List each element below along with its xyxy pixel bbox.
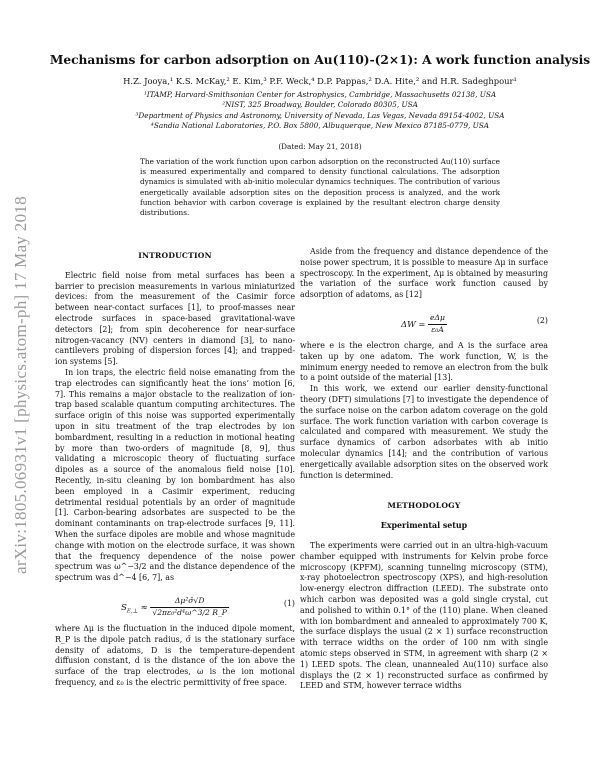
right-paragraph-1: Aside from the frequency and distance dependence of the noise power spectrum, it is possible to measure Δμ in surface spectroscopy. In the experiment, Δμ is obtained by measuring the variation of the surface work function caused by adsorption of adatoms, as [12] xyxy=(300,247,548,300)
intro-paragraph-2: In ion traps, the electric field noise emanating from the trap electrodes can significantly heat the ions’ motion [6, 7]. This remains a major obstacle to the realization of ion-trap based scalable quantum computing architectures. The surface origin of this noise was supported experimentally upon in situ treatment of the trap electrodes by ion bombardment, resulting in a reduction in motional heating by more than two-orders of magnitude [8, 9], thus validating a microscopic theory of fluctuating surface dipoles as a source of the anomalous field noise [10]. Recently, in-situ cleaning by ion bombardment has also been employed in a Casimir experiment, reducing detrimental residual potentials by an order of magnitude [1]. Carbon-bearing adsorbates are suspected to be the dominant contaminants on trap-electrode surfaces [9, 11]. When the surface dipoles are mobile and whose magnitude change with motion on the electrode surface, it was shown that the frequency dependence of the noise power spectrum was ω^−3/2 and the distance dependence of the spectrum was d^−4 [6, 7], as xyxy=(55,367,295,583)
section-heading-introduction: INTRODUCTION xyxy=(138,251,212,260)
equation-2 xyxy=(300,309,548,333)
intro-paragraph-3: where Δμ is the fluctuation in the induced dipole moment, R_P is the dipole patch radius, σ̄ is the stationary surface density of adatoms, D is the temperature-dependent diffusion constant, d is the distance of the ion above the surface of the trap electrodes, ω is the ion motional frequency, and ε₀ is the electric permittivity of free space. xyxy=(55,623,295,687)
affiliation-3: ³Department of Physics and Astronomy, University of Nevada, Las Vegas, Nevada 89154-4002, USA xyxy=(135,110,505,120)
left-column xyxy=(55,247,295,689)
affiliation-1: ¹ITAMP, Harvard-Smithsonian Center for Astrophysics, Cambridge, Massachusetts 02138, USA xyxy=(143,90,497,99)
eq2-number: (2) xyxy=(536,315,548,325)
eq2-lhs: ΔW = xyxy=(401,318,426,329)
affiliation-4: ⁴Sandia National Laboratories, P.O. Box 5800, Albuquerque, New Mexico 87185-0779, USA xyxy=(150,120,490,130)
eq1-number: (1) xyxy=(283,598,295,608)
eq2-denominator: ε₀A xyxy=(431,324,444,334)
affiliations xyxy=(40,90,600,131)
equation-1-expression xyxy=(121,596,229,619)
eq1-denominator: √2πε₀²d⁴ω^3/2 R_P xyxy=(152,607,227,617)
equation-2-expression xyxy=(401,313,447,336)
right-paragraph-2: where e is the electron charge, and A is the surface area taken up by one adatom. The work function, W, is the minimum energy needed to remove an electron from the bulk to a point outside of the material [13]. xyxy=(300,340,548,383)
intro-paragraph-1: Electric field noise from metal surfaces has been a barrier to precision measurements in various miniaturized devices: from the measurement of the Casimir force between near-contact surfaces [1], to proof-masses near electrode surfaces in space-based gravitational-wave detectors [2]; from spin decoherence for near-surface nitrogen-vacancy (NV) centers in diamond [3], to nano-cantilevers probing of dispersion forces [4]; and trapped-ion systems [5]. xyxy=(55,270,295,367)
arxiv-stamp xyxy=(8,170,34,600)
eq1-numerator: Δμ²σ̄√D xyxy=(150,596,229,608)
section-heading-methodology: METHODOLOGY xyxy=(387,501,461,511)
date-line: (Dated: May 21, 2018) xyxy=(278,142,362,151)
eq1-approx: ≈ xyxy=(140,601,148,612)
eq2-numerator: eΔμ xyxy=(428,313,447,325)
right-paragraph-3: In this work, we extend our earlier density-functional theory (DFT) simulations [7] to investigate the dependence of the surface noise on the carbon adatom coverage on the gold surface. The work function variation with carbon coverage is calculated and compared with measurement. We study the surface dynamics of carbon adsorbates with ab initio molecular dynamics [14]; and the contribution of various energetically available adsorption sites on the observed work function is determined. xyxy=(300,384,548,480)
right-column xyxy=(300,247,548,692)
eq1-fraction xyxy=(150,596,229,619)
arxiv-stamp-text: arXiv:1805.06931v1 [physics.atom-ph] 17 May 2018 xyxy=(11,196,30,574)
subsection-heading-experimental-setup: Experimental setup xyxy=(380,521,468,531)
eq1-subscript: E,⊥ xyxy=(126,608,138,615)
affiliation-2: ²NIST, 325 Broadway, Boulder, Colorado 80305, USA xyxy=(222,100,418,110)
eq2-fraction xyxy=(428,313,447,336)
eq1-lhs: S xyxy=(121,601,127,612)
paper-title: Mechanisms for carbon adsorption on Au(110)-(2×1): A work function analysis xyxy=(49,53,591,67)
abstract: The variation of the work function upon carbon adsorption on the reconstructed Au(110) surface is measured experimentally and compared to density functional calculations. The adsorption dynamics is simulated with ab-initio molecular dynamics techniques. The contribution of various energetically available adsorption sites on the deposition process is analyzed, and the work function behavior with carbon coverage is explained by the resultant electron charge density distributions. xyxy=(140,157,500,218)
equation-1 xyxy=(55,592,295,616)
right-paragraph-4: The experiments were carried out in an ultra-high-vacuum chamber equipped with instruments for Kelvin probe force microscopy (KPFM), scanning tunneling microscopy (STM), x-ray photoelectron spectroscopy (XPS), and high-resolution low-energy electron diffraction (LEED). The substrate onto which carbon was deposited was a gold single crystal, cut and polished to within 0.1° of the (110) plane. When cleaned with ion bombardment and annealed to approximately 700 K, the surface displays the usual (2 × 1) surface reconstruction with terrace widths on the order of 100 nm with single atomic steps observed in STM, in agreement with sharp (2 × 1) LEED spots. The clean, unannealed Au(110) surface also displays the (2 × 1) reconstructed surface as confirmed by LEED and STM, however terrace widths xyxy=(300,540,548,691)
author-list: H.Z. Jooya,¹ K.S. McKay,² E. Kim,³ P.F. Weck,⁴ D.P. Pappas,² D.A. Hite,² and H.R. Sadeghpour¹ xyxy=(123,76,517,86)
